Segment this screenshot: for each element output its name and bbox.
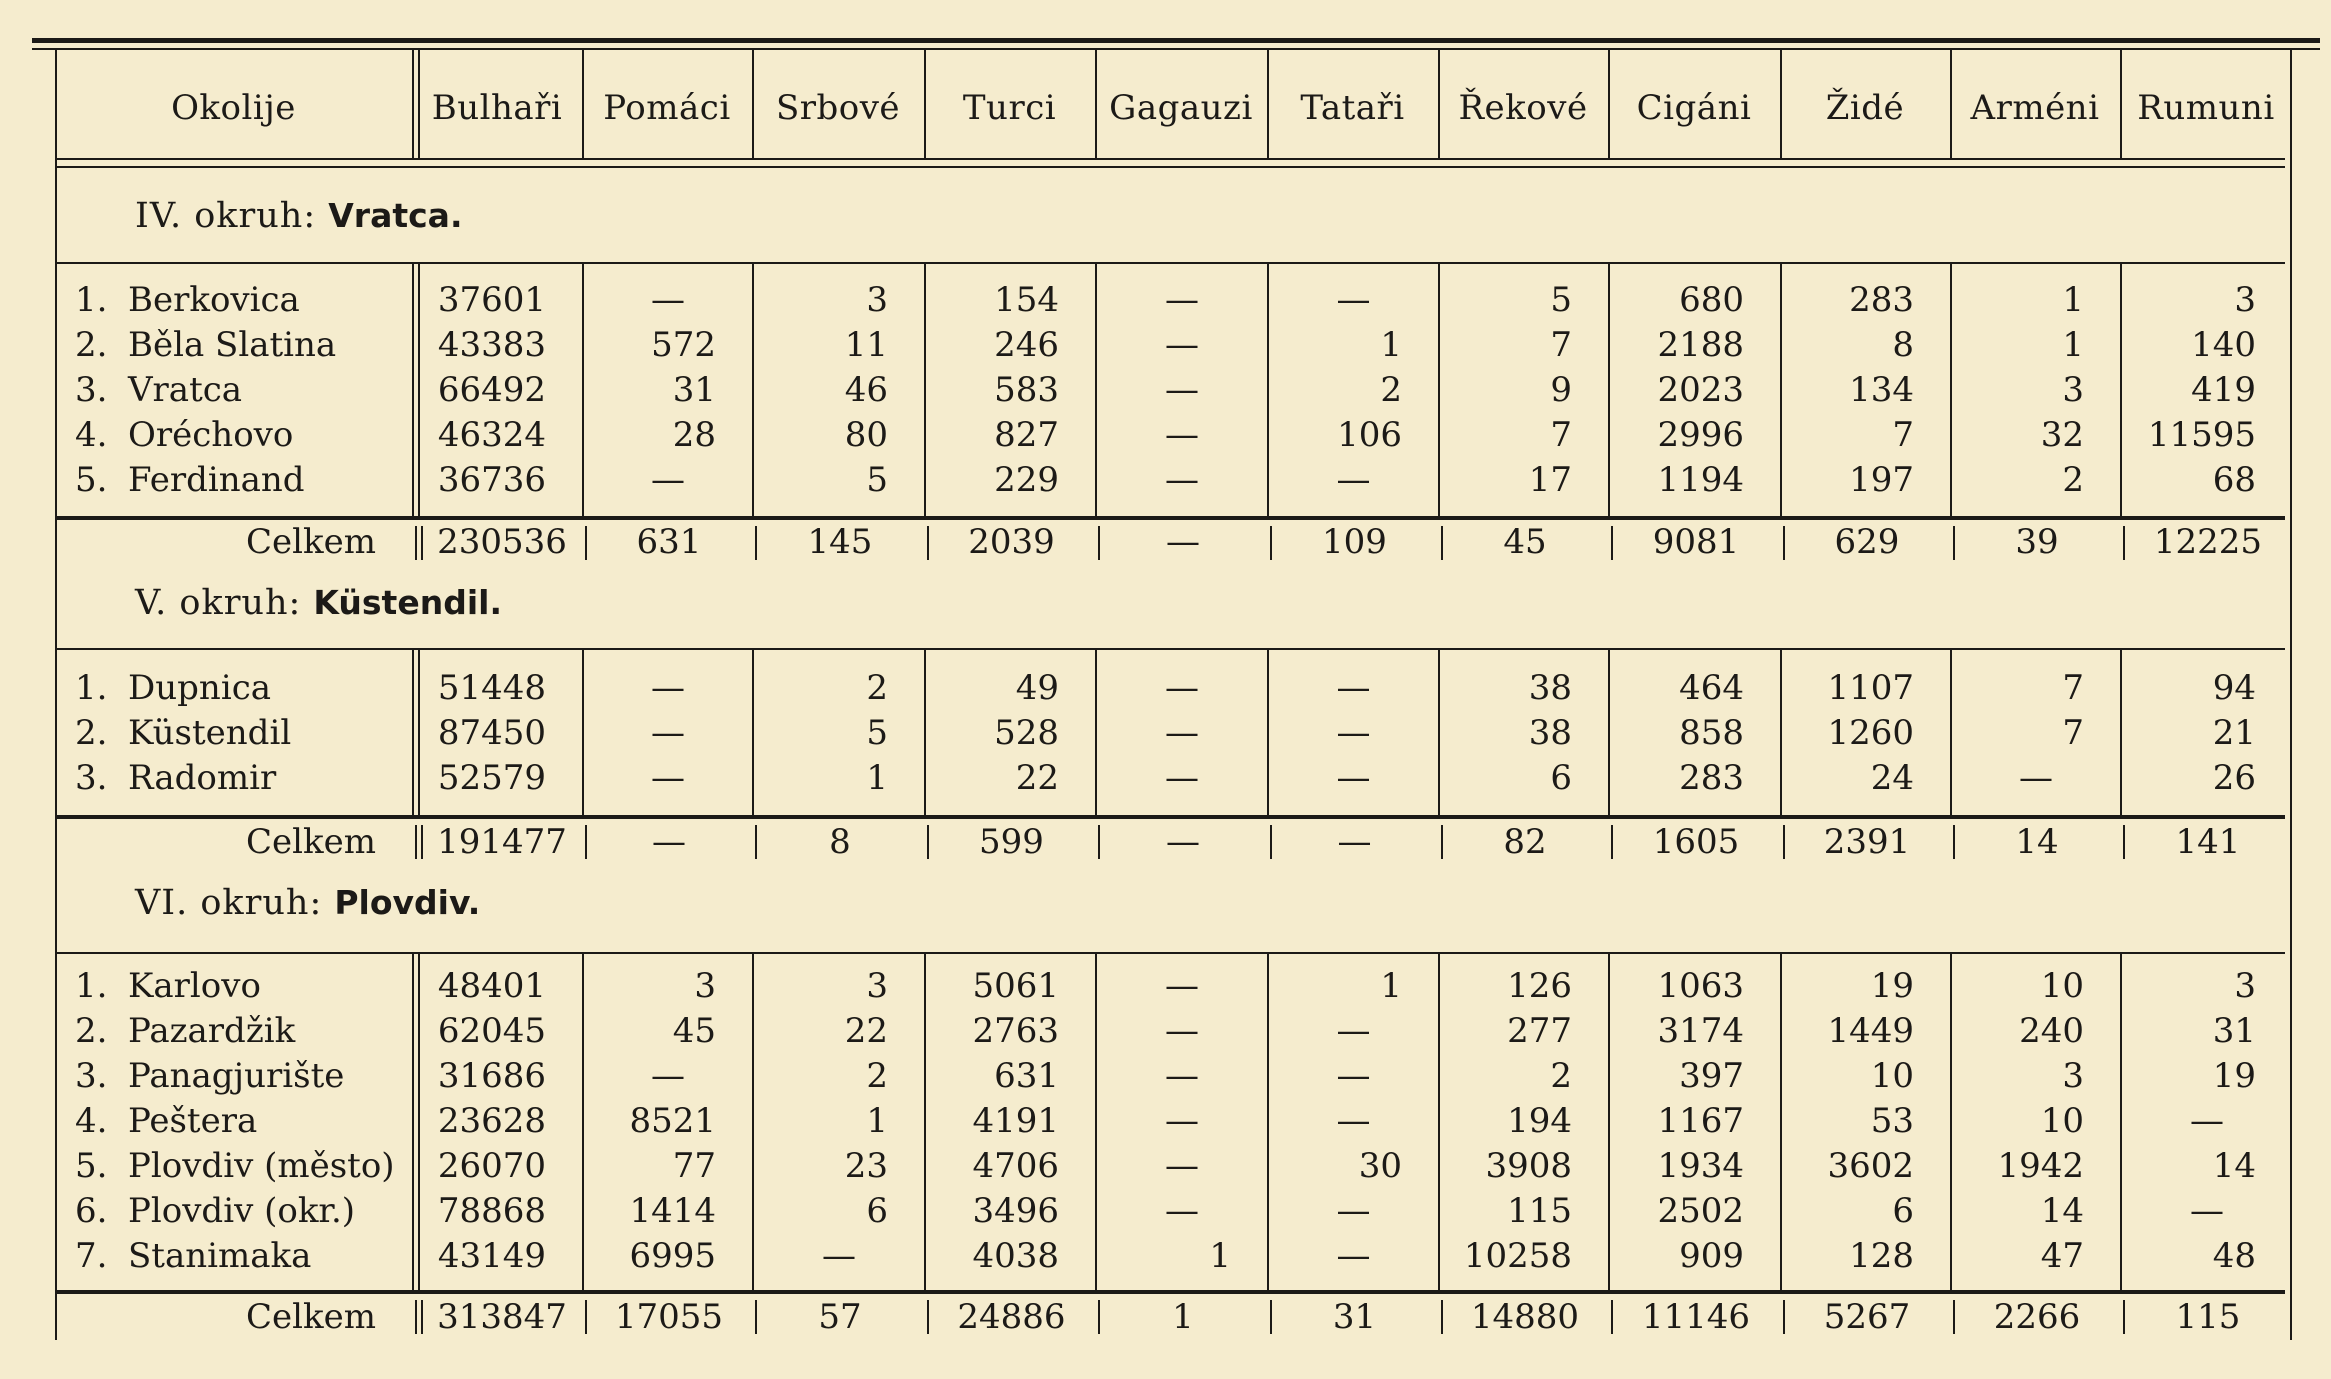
value-cell: 14 — [2212, 1146, 2256, 1186]
total-cell: 17055 — [614, 1297, 724, 1337]
table-row — [0, 1054, 2331, 1098]
section-name: Küstendil. — [313, 583, 502, 622]
value-cell: — — [651, 713, 685, 753]
value-cell: 909 — [1679, 1236, 1744, 1276]
district-name: Ferdinand — [128, 460, 305, 500]
value-cell: 9 — [1550, 370, 1572, 410]
value-cell: 2023 — [1657, 370, 1744, 410]
table-row — [0, 1144, 2331, 1188]
value-cell: 583 — [994, 370, 1059, 410]
value-cell: 38 — [1528, 713, 1572, 753]
table-row — [0, 413, 2331, 457]
value-cell: 2 — [866, 668, 888, 708]
value-cell: — — [651, 668, 685, 708]
total-cell: — — [1166, 522, 1200, 562]
value-cell: 115 — [1507, 1191, 1572, 1231]
table-row — [0, 964, 2331, 1008]
value-cell: 680 — [1679, 280, 1744, 320]
value-cell: 1 — [2062, 280, 2084, 320]
value-cell: 94 — [2212, 668, 2256, 708]
value-cell: 11 — [844, 325, 888, 365]
total-cell: 109 — [1322, 522, 1387, 562]
value-cell: 6 — [1550, 758, 1572, 798]
value-cell: — — [1336, 1056, 1371, 1096]
total-cell: 8 — [829, 822, 851, 862]
value-cell: — — [1336, 460, 1371, 500]
value-cell: 1942 — [1997, 1146, 2084, 1186]
section-heading — [135, 883, 480, 923]
value-cell: 1063 — [1657, 966, 1744, 1006]
value-cell: 5061 — [972, 966, 1059, 1006]
value-cell: — — [651, 460, 685, 500]
value-cell: 21 — [2212, 713, 2256, 753]
value-cell: 3 — [2062, 1056, 2084, 1096]
column-rule — [1438, 50, 1440, 160]
value-cell: 32 — [2040, 415, 2084, 455]
value-cell: 3 — [866, 966, 888, 1006]
value-cell: 2502 — [1657, 1191, 1744, 1231]
value-cell: — — [2190, 1101, 2224, 1141]
value-cell: 24 — [1870, 758, 1914, 798]
total-cell: 45 — [1503, 522, 1547, 562]
value-cell: 46324 — [437, 415, 546, 455]
value-cell: — — [1165, 1101, 1199, 1141]
total-cell: 313847 — [437, 1297, 567, 1337]
column-rule — [924, 50, 926, 160]
value-cell: — — [651, 758, 685, 798]
value-cell: 3 — [2234, 966, 2256, 1006]
total-cell: 629 — [1834, 522, 1900, 562]
value-cell: 47 — [2040, 1236, 2084, 1276]
value-cell: 1 — [1209, 1236, 1231, 1276]
column-header: Rumuni — [2137, 87, 2275, 128]
row-number: 4. — [75, 415, 108, 455]
value-cell: 397 — [1679, 1056, 1744, 1096]
total-cell: 599 — [979, 822, 1044, 862]
value-cell: — — [1336, 713, 1371, 753]
total-cell: 141 — [2175, 822, 2241, 862]
top-rule — [32, 38, 2320, 43]
value-cell: 246 — [994, 325, 1059, 365]
value-cell: 2 — [866, 1056, 888, 1096]
value-cell: 49 — [1015, 668, 1059, 708]
total-cell: 12225 — [2153, 522, 2263, 562]
value-cell: 6 — [1892, 1191, 1914, 1231]
value-cell: — — [1165, 280, 1199, 320]
value-cell: — — [1165, 966, 1199, 1006]
district-name: Pazardžik — [128, 1011, 296, 1051]
value-cell: — — [822, 1236, 856, 1276]
value-cell: 10 — [2040, 1101, 2084, 1141]
value-cell: 197 — [1849, 460, 1914, 500]
value-cell: 7 — [1892, 415, 1914, 455]
value-cell: — — [1165, 325, 1199, 365]
value-cell: 43149 — [437, 1236, 546, 1276]
total-cell: 24886 — [957, 1297, 1066, 1337]
value-cell: 1 — [866, 1101, 888, 1141]
value-cell: 2 — [1550, 1056, 1572, 1096]
total-cell: 57 — [818, 1297, 862, 1337]
value-cell: 140 — [2191, 325, 2256, 365]
value-cell: 26070 — [437, 1146, 546, 1186]
column-header: Okolije — [171, 87, 296, 128]
district-name: Plovdiv (okr.) — [128, 1191, 356, 1231]
value-cell: — — [1165, 460, 1199, 500]
value-cell: 6 — [866, 1191, 888, 1231]
row-number: 3. — [75, 758, 108, 798]
column-rule — [418, 50, 420, 160]
value-cell: 126 — [1507, 966, 1572, 1006]
value-cell: — — [1336, 668, 1371, 708]
value-cell: — — [2019, 758, 2053, 798]
value-cell: 52579 — [437, 758, 546, 798]
column-rule — [1095, 50, 1097, 160]
value-cell: 8521 — [629, 1101, 716, 1141]
value-cell: 528 — [994, 713, 1059, 753]
section-prefix: IV. okruh: — [135, 196, 329, 236]
district-name: Küstendil — [128, 713, 292, 753]
value-cell: 17 — [1528, 460, 1572, 500]
district-name: Plovdiv (město) — [128, 1146, 395, 1186]
row-number: 1. — [75, 280, 108, 320]
value-cell: 19 — [1870, 966, 1914, 1006]
value-cell: 10258 — [1463, 1236, 1572, 1276]
value-cell: 3 — [2062, 370, 2084, 410]
value-cell: 23628 — [437, 1101, 546, 1141]
district-name: Běla Slatina — [128, 325, 337, 365]
value-cell: — — [1165, 668, 1199, 708]
section-heading — [135, 196, 462, 236]
table-row — [0, 458, 2331, 502]
value-cell: 154 — [994, 280, 1059, 320]
value-cell: — — [2190, 1191, 2224, 1231]
value-cell: 80 — [844, 415, 888, 455]
section-name: Vratca. — [328, 196, 463, 235]
column-rule — [582, 50, 584, 160]
value-cell: — — [1336, 1191, 1371, 1231]
row-number: 1. — [75, 966, 108, 1006]
table-row — [0, 1009, 2331, 1053]
district-name: Radomir — [128, 758, 277, 798]
totals-row — [0, 820, 2331, 864]
value-cell: 53 — [1870, 1101, 1914, 1141]
value-cell: — — [1336, 280, 1371, 320]
value-cell: 283 — [1849, 280, 1914, 320]
row-number: 2. — [75, 325, 108, 365]
value-cell: 464 — [1679, 668, 1744, 708]
total-cell: 631 — [636, 522, 702, 562]
value-cell: 106 — [1337, 415, 1402, 455]
column-rule — [1608, 50, 1610, 160]
table-row — [0, 1189, 2331, 1233]
totals-row — [0, 1295, 2331, 1339]
value-cell: — — [651, 1056, 685, 1096]
row-number: 3. — [75, 1056, 108, 1096]
column-rule — [1780, 50, 1782, 160]
value-cell: 419 — [2191, 370, 2256, 410]
value-cell: 68 — [2212, 460, 2256, 500]
district-name: Oréchovo — [128, 415, 294, 455]
value-cell: 1260 — [1827, 713, 1914, 753]
total-cell: — — [1337, 822, 1372, 862]
total-cell: 115 — [2175, 1297, 2241, 1337]
value-cell: 1449 — [1827, 1011, 1914, 1051]
value-cell: 22 — [844, 1011, 888, 1051]
column-header: Cigáni — [1636, 87, 1752, 128]
total-cell: 2266 — [1993, 1297, 2081, 1337]
totals-label: Celkem — [246, 522, 376, 562]
totals-row — [0, 520, 2331, 564]
value-cell: 4038 — [972, 1236, 1059, 1276]
value-cell: — — [1336, 1101, 1371, 1141]
total-cell: 2039 — [968, 522, 1055, 562]
value-cell: 1 — [2062, 325, 2084, 365]
value-cell: 7 — [2062, 668, 2084, 708]
value-cell: 3496 — [972, 1191, 1059, 1231]
total-cell: 1 — [1172, 1297, 1194, 1337]
value-cell: 283 — [1679, 758, 1744, 798]
table-row — [0, 666, 2331, 710]
column-header: Bulhaři — [431, 87, 563, 128]
column-header: Tataři — [1300, 87, 1405, 128]
value-cell: — — [1165, 1191, 1199, 1231]
section-prefix: VI. okruh: — [135, 883, 335, 923]
value-cell: 5 — [866, 713, 888, 753]
value-cell: 3 — [2234, 280, 2256, 320]
total-cell: 82 — [1503, 822, 1547, 862]
section-heading — [135, 583, 502, 623]
district-name: Berkovica — [128, 280, 300, 320]
column-header: Srbové — [775, 87, 901, 128]
value-cell: 23 — [844, 1146, 888, 1186]
district-name: Dupnica — [128, 668, 272, 708]
row-number: 5. — [75, 1146, 108, 1186]
total-cell: 11146 — [1641, 1297, 1751, 1337]
value-cell: 22 — [1015, 758, 1059, 798]
row-number: 5. — [75, 460, 108, 500]
value-cell: — — [1165, 1056, 1199, 1096]
value-cell: 194 — [1507, 1101, 1572, 1141]
value-cell: 1414 — [629, 1191, 716, 1231]
value-cell: 31 — [2212, 1011, 2256, 1051]
value-cell: 2763 — [972, 1011, 1059, 1051]
column-header: Gagauzi — [1109, 87, 1253, 128]
value-cell: 5 — [866, 460, 888, 500]
value-cell: 2 — [1380, 370, 1402, 410]
value-cell: 28 — [672, 415, 716, 455]
value-cell: 1 — [1380, 325, 1402, 365]
table-row — [0, 756, 2331, 800]
value-cell: 3 — [866, 280, 888, 320]
value-cell: 631 — [994, 1056, 1059, 1096]
total-cell: 191477 — [437, 822, 567, 862]
value-cell: — — [1165, 370, 1199, 410]
value-cell: 62045 — [437, 1011, 546, 1051]
value-cell: 2 — [2062, 460, 2084, 500]
value-cell: 78868 — [437, 1191, 546, 1231]
value-cell: 3602 — [1827, 1146, 1914, 1186]
column-rule — [1950, 50, 1952, 160]
value-cell: 14 — [2040, 1191, 2084, 1231]
value-cell: 26 — [2212, 758, 2256, 798]
row-number: 6. — [75, 1191, 108, 1231]
district-name: Peštera — [128, 1101, 258, 1141]
column-rule — [412, 50, 414, 160]
value-cell: 1 — [866, 758, 888, 798]
value-cell: 6995 — [629, 1236, 716, 1276]
row-number: 2. — [75, 1011, 108, 1051]
value-cell: 8 — [1892, 325, 1914, 365]
value-cell: 1167 — [1657, 1101, 1744, 1141]
value-cell: — — [1336, 1236, 1371, 1276]
value-cell: — — [1336, 1011, 1371, 1051]
value-cell: 277 — [1507, 1011, 1572, 1051]
value-cell: 1 — [1380, 966, 1402, 1006]
value-cell: 48401 — [437, 966, 546, 1006]
table-row — [0, 1234, 2331, 1278]
value-cell: — — [1165, 1011, 1199, 1051]
column-header: Arméni — [1970, 87, 2100, 128]
district-name: Stanimaka — [128, 1236, 312, 1276]
total-cell: — — [1166, 822, 1200, 862]
column-header: Židé — [1825, 87, 1905, 128]
total-cell: 14 — [2015, 822, 2059, 862]
value-cell: — — [1336, 758, 1371, 798]
totals-rule — [55, 815, 2285, 819]
column-rule — [1267, 50, 1269, 160]
value-cell: 229 — [994, 460, 1059, 500]
value-cell: 46 — [844, 370, 888, 410]
value-cell: 2188 — [1657, 325, 1744, 365]
value-cell: 858 — [1679, 713, 1744, 753]
district-name: Panagjurište — [128, 1056, 345, 1096]
table-row — [0, 368, 2331, 412]
district-name: Karlovo — [128, 966, 261, 1006]
header-rule-2 — [55, 166, 2285, 168]
value-cell: 77 — [672, 1146, 716, 1186]
value-cell: — — [1165, 758, 1199, 798]
table-row — [0, 323, 2331, 367]
total-cell: 9081 — [1652, 522, 1740, 562]
value-cell: 66492 — [437, 370, 546, 410]
table-row — [0, 1099, 2331, 1143]
value-cell: 3908 — [1485, 1146, 1572, 1186]
column-rule — [752, 50, 754, 160]
row-number: 2. — [75, 713, 108, 753]
value-cell: 87450 — [437, 713, 546, 753]
totals-rule — [55, 1290, 2285, 1294]
section-name: Plovdiv. — [334, 883, 481, 922]
value-cell: 30 — [1358, 1146, 1402, 1186]
row-number: 7. — [75, 1236, 108, 1276]
value-cell: 31 — [672, 370, 716, 410]
total-cell: 2391 — [1823, 822, 1911, 862]
total-cell: 14880 — [1470, 1297, 1580, 1337]
value-cell: 3174 — [1657, 1011, 1744, 1051]
value-cell: — — [1165, 415, 1199, 455]
total-cell: 1605 — [1652, 822, 1740, 862]
value-cell: 31686 — [437, 1056, 546, 1096]
value-cell: 48 — [2212, 1236, 2256, 1276]
value-cell: — — [1165, 1146, 1199, 1186]
total-cell: 39 — [2015, 522, 2059, 562]
value-cell: 38 — [1528, 668, 1572, 708]
value-cell: 7 — [1550, 415, 1572, 455]
row-number: 3. — [75, 370, 108, 410]
column-header: Pomáci — [603, 87, 731, 128]
column-header: Řekové — [1458, 87, 1588, 128]
value-cell: 10 — [2040, 966, 2084, 1006]
value-cell: 827 — [994, 415, 1059, 455]
value-cell: 5 — [1550, 280, 1572, 320]
total-cell: 230536 — [437, 522, 567, 562]
total-cell: 145 — [807, 522, 873, 562]
totals-label: Celkem — [246, 822, 376, 862]
value-cell: 10 — [1870, 1056, 1914, 1096]
value-cell: 134 — [1849, 370, 1914, 410]
totals-label: Celkem — [246, 1297, 376, 1337]
district-name: Vratca — [128, 370, 243, 410]
value-cell: 7 — [2062, 713, 2084, 753]
value-cell: 7 — [1550, 325, 1572, 365]
value-cell: 1194 — [1657, 460, 1744, 500]
column-header: Turci — [962, 87, 1057, 128]
row-number: 4. — [75, 1101, 108, 1141]
column-rule — [2120, 50, 2122, 160]
value-cell: 11595 — [2147, 415, 2256, 455]
table-row — [0, 711, 2331, 755]
value-cell: 4706 — [972, 1146, 1059, 1186]
top-rule-thin — [32, 48, 2320, 50]
value-cell: 572 — [651, 325, 716, 365]
value-cell: 1107 — [1827, 668, 1914, 708]
value-cell: 19 — [2212, 1056, 2256, 1096]
value-cell: — — [1165, 713, 1199, 753]
value-cell: 4191 — [972, 1101, 1059, 1141]
value-cell: 37601 — [437, 280, 546, 320]
value-cell: 1934 — [1657, 1146, 1744, 1186]
total-cell: 31 — [1332, 1297, 1377, 1337]
value-cell: 45 — [672, 1011, 716, 1051]
section-prefix: V. okruh: — [135, 583, 314, 623]
total-cell: 5267 — [1823, 1297, 1911, 1337]
value-cell: 240 — [2019, 1011, 2084, 1051]
table-row — [0, 278, 2331, 322]
value-cell: 36736 — [437, 460, 546, 500]
value-cell: 51448 — [437, 668, 546, 708]
value-cell: 2996 — [1657, 415, 1744, 455]
row-number: 1. — [75, 668, 108, 708]
value-cell: 128 — [1849, 1236, 1914, 1276]
value-cell: 43383 — [437, 325, 546, 365]
total-cell: — — [652, 822, 686, 862]
value-cell: 3 — [694, 966, 716, 1006]
value-cell: — — [651, 280, 685, 320]
